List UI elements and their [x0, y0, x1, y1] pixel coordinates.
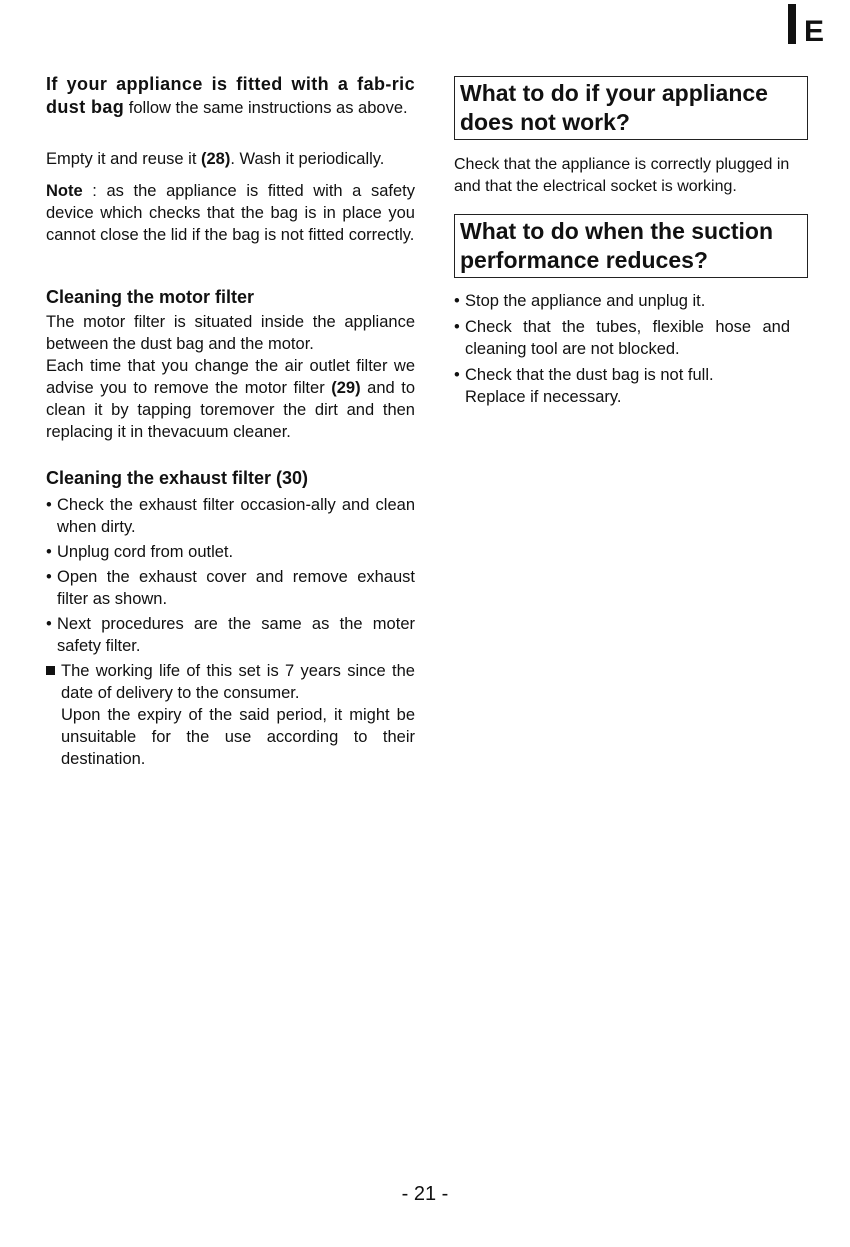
- motor-filter-paragraph-2: [46, 355, 415, 443]
- section-tab-letter: E: [804, 15, 825, 48]
- suction-bullet-list: [454, 290, 790, 408]
- list-item: • Check that the tubes, flexible hose and cleaning tool are not blocked.: [454, 318, 790, 358]
- exhaust-bullet-list: [46, 494, 415, 770]
- section-tab-bar: [788, 4, 796, 44]
- motor-filter-paragraph-1: The motor filter is situated inside the appliance between the dust bag and the motor.: [46, 313, 415, 353]
- exhaust-filter-heading: Cleaning the exhaust filter (30): [46, 468, 309, 488]
- note-text: : as the appliance is fitted with a safety device which checks that the bag is in place you cannot close the lid if the bag is not fitted correctly.: [46, 182, 415, 244]
- dust-bag-heading: If your appliance is fitted with a fab-ric dust bag: [46, 74, 415, 117]
- empty-paragraph: [46, 148, 415, 170]
- page-number: - 21 -: [401, 1183, 449, 1205]
- note-label: Note: [46, 182, 83, 200]
- working-life-note: [46, 660, 415, 770]
- list-item: • Next procedures are the same as the moter safety filter.: [46, 615, 415, 655]
- working-life-text: The working life of this set is 7 years since the date of delivery to the consumer.: [61, 662, 415, 702]
- list-item: • Open the exhaust cover and remove exhaust filter as shown.: [46, 568, 415, 608]
- empty-figure-ref: (28): [201, 150, 231, 168]
- list-item: • Check that the dust bag is not full. Replace if necessary.: [454, 366, 714, 406]
- list-item: • Unplug cord from outlet.: [46, 543, 234, 561]
- motor-filter-text-end: and to clean it by tapping toremover the dirt and then replacing it in thevacuum cleaner.: [46, 379, 415, 441]
- motor-filter-text: Each time that you change the air outlet filter we advise you to remove the motor filter: [46, 357, 415, 397]
- square-bullet-icon: [46, 666, 55, 675]
- motor-figure-ref: (29): [331, 379, 361, 397]
- working-life-expiry-text: Upon the expiry of the said period, it might be unsuitable for the use according to their destination.: [61, 706, 415, 768]
- list-item: • Stop the appliance and unplug it.: [454, 292, 706, 310]
- motor-filter-heading: Cleaning the motor filter: [46, 287, 255, 307]
- dust-bag-paragraph: [46, 73, 415, 119]
- not-working-text: Check that the appliance is correctly plugged in and that the electrical socket is working.: [454, 156, 790, 195]
- note-paragraph: [46, 180, 415, 246]
- suction-title-box: What to do when the suction performance reduces?: [454, 214, 808, 278]
- empty-text: Empty it and reuse it: [46, 150, 201, 168]
- dust-bag-text: follow the same instructions as above.: [124, 99, 408, 117]
- not-working-title-box: What to do if your appliance does not work?: [454, 76, 808, 140]
- list-item: • Check the exhaust filter occasion-ally and clean when dirty.: [46, 496, 415, 536]
- empty-text-end: . Wash it periodically.: [230, 150, 385, 168]
